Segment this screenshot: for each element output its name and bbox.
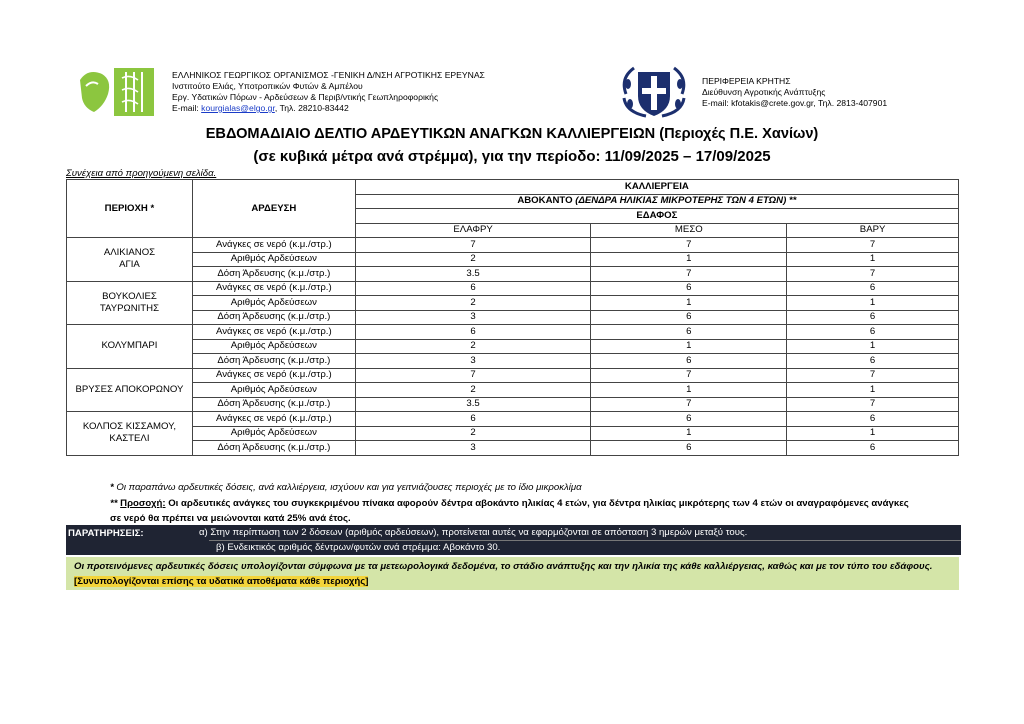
value-heavy-soil: 6 <box>787 441 959 456</box>
value-light-soil: 2 <box>355 252 591 267</box>
value-heavy-soil: 1 <box>787 383 959 398</box>
table-row <box>67 354 959 369</box>
value-medium-soil: 6 <box>591 325 787 340</box>
value-medium-soil: 1 <box>591 383 787 398</box>
table-row <box>67 281 959 296</box>
irrigation-metric-label: Αριθμός Αρδεύσεων <box>192 252 355 267</box>
greek-coat-of-arms-icon <box>616 64 692 120</box>
crop-name-cell <box>355 194 958 209</box>
region-name: ΚΟΛΠΟΣ ΚΙΣΣΑΜΟΥ, <box>82 421 176 433</box>
footnote-2-text: Οι αρδευτικές ανάγκες του συγκεκριμένου πίνακα αφορούν δέντρα αβοκάντο ηλικίας 4 ετών, για δέντρα ηλικίας μικρότερης των 4 ετών οι αναγραφόμενες ανάγκες σε νερό θα πρέπει να μειώνονται κατά 25% ανά έτος. <box>110 498 909 524</box>
footnote-1 <box>110 482 582 493</box>
value-light-soil: 6 <box>355 325 591 340</box>
observations-box <box>66 525 961 555</box>
crop-name: ΑΒΟΚΑΝΤΟ <box>517 195 573 207</box>
footnote-1-mark: * <box>110 482 114 493</box>
value-medium-soil: 1 <box>591 339 787 354</box>
observation-a: α) Στην περίπτωση των 2 δόσεων (αριθμός αρδεύσεων), προτείνεται αυτές να εφαρμόζονται σε απόσταση 3 ημερών μεταξύ τους. <box>199 527 748 538</box>
value-heavy-soil: 6 <box>787 310 959 325</box>
observations-divider <box>209 540 961 541</box>
value-medium-soil: 6 <box>591 310 787 325</box>
region-name: ΑΛΙΚΙΑΝΟΣ <box>103 247 156 259</box>
value-light-soil: 7 <box>355 368 591 383</box>
footnote-1-text: Οι παραπάνω αρδευτικές δόσεις, ανά καλλιέργεια, ισχύουν και για γειτνιάζουσες περιοχές με το ίδιο μικροκλίμα <box>113 482 582 493</box>
email-link[interactable]: kourgialas@elgo.gr <box>201 103 275 113</box>
value-medium-soil: 1 <box>591 296 787 311</box>
irrigation-metric-label: Ανάγκες σε νερό (κ.μ./στρ.) <box>192 325 355 340</box>
header-right-line: E-mail: kfotakis@crete.gov.gr, Τηλ. 2813-407901 <box>702 98 888 108</box>
region-name: ΚΟΛΥΜΠΑΡΙ <box>101 340 158 352</box>
document-subtitle: (σε κυβικά μέτρα ανά στρέμμα), για την περίοδο: 11/09/2025 – 17/09/2025 <box>253 148 771 165</box>
value-light-soil: 2 <box>355 339 591 354</box>
column-header-crop: ΚΑΛΛΙΕΡΓΕΙΑ <box>355 180 958 195</box>
irrigation-metric-label: Ανάγκες σε νερό (κ.μ./στρ.) <box>192 238 355 253</box>
value-medium-soil: 6 <box>591 412 787 427</box>
value-heavy-soil: 1 <box>787 339 959 354</box>
column-header-soil: ΕΔΑΦΟΣ <box>355 209 958 224</box>
table-row <box>67 310 959 325</box>
value-light-soil: 2 <box>355 296 591 311</box>
irrigation-metric-label: Αριθμός Αρδεύσεων <box>192 296 355 311</box>
value-heavy-soil: 6 <box>787 412 959 427</box>
irrigation-metric-label: Ανάγκες σε νερό (κ.μ./στρ.) <box>192 368 355 383</box>
irrigation-metric-label: Δόση Άρδευσης (κ.μ./στρ.) <box>192 441 355 456</box>
irrigation-table <box>66 179 959 456</box>
value-light-soil: 3.5 <box>355 267 591 282</box>
document-title: ΕΒΔΟΜΑΔΙΑΙΟ ΔΕΛΤΙΟ ΑΡΔΕΥΤΙΚΩΝ ΑΝΑΓΚΩΝ ΚΑΛΛΙΕΡΓΕΙΩΝ (Περιοχές Π.Ε. Χανίων) <box>205 126 819 142</box>
region-name-line2: ΑΓΙΑ <box>119 259 140 271</box>
table-row <box>67 441 959 456</box>
irrigation-metric-label: Δόση Άρδευσης (κ.μ./στρ.) <box>192 267 355 282</box>
table-row <box>67 412 959 427</box>
value-light-soil: 3 <box>355 441 591 456</box>
irrigation-metric-label: Δόση Άρδευσης (κ.μ./στρ.) <box>192 397 355 412</box>
irrigation-metric-label: Ανάγκες σε νερό (κ.μ./στρ.) <box>192 281 355 296</box>
table-row <box>67 296 959 311</box>
value-medium-soil: 7 <box>591 267 787 282</box>
value-heavy-soil: 6 <box>787 325 959 340</box>
note-highlight: [Συνυπολογίζονται επίσης τα υδατικά αποθέματα κάθε περιοχής] <box>74 576 369 587</box>
footnote-2 <box>110 496 910 526</box>
header-right-info <box>702 76 887 109</box>
value-medium-soil: 1 <box>591 252 787 267</box>
value-light-soil: 6 <box>355 412 591 427</box>
value-heavy-soil: 7 <box>787 238 959 253</box>
irrigation-metric-label: Δόση Άρδευσης (κ.μ./στρ.) <box>192 310 355 325</box>
table-row <box>67 339 959 354</box>
table-row <box>67 252 959 267</box>
phone-text: , Τηλ. 28210-83442 <box>274 103 349 113</box>
value-light-soil: 3.5 <box>355 397 591 412</box>
value-medium-soil: 7 <box>591 238 787 253</box>
header-left-info <box>172 70 485 114</box>
table-row <box>67 426 959 441</box>
value-heavy-soil: 1 <box>787 296 959 311</box>
value-heavy-soil: 7 <box>787 368 959 383</box>
column-header-soil-medium: ΜΕΣΟ <box>591 223 787 238</box>
value-heavy-soil: 7 <box>787 397 959 412</box>
value-heavy-soil: 6 <box>787 281 959 296</box>
region-name-line2: ΤΑΥΡΩΝΙΤΗΣ <box>99 302 160 314</box>
region-name-cell <box>67 238 193 282</box>
header-left-line: Εργ. Υδατικών Πόρων - Αρδεύσεων & Περιβ/ντικής Γεωπληροφορικής <box>172 92 439 102</box>
header-left-contact <box>172 103 485 114</box>
value-light-soil: 3 <box>355 310 591 325</box>
region-name-line2: ΚΑΣΤΕΛΙ <box>109 433 150 445</box>
region-name-cell <box>67 368 193 412</box>
note-text: Οι προτεινόμενες αρδευτικές δόσεις υπολογίζονται σύμφωνα με τα μετεωρολογικά δεδομένα, το στάδιο ανάπτυξης και την ηλικία της κάθε καλλιέργειας, καθώς και με τον τύπο του εδάφους. <box>74 561 933 572</box>
irrigation-metric-label: Δόση Άρδευσης (κ.μ./στρ.) <box>192 354 355 369</box>
value-heavy-soil: 6 <box>787 354 959 369</box>
value-medium-soil: 7 <box>591 368 787 383</box>
region-name: ΒΟΥΚΟΛΙΕΣ <box>102 290 157 302</box>
column-header-soil-heavy: ΒΑΡΥ <box>787 223 959 238</box>
value-light-soil: 2 <box>355 426 591 441</box>
table-row <box>67 368 959 383</box>
value-medium-soil: 6 <box>591 441 787 456</box>
value-light-soil: 7 <box>355 238 591 253</box>
header-left-line: Ινστιτούτο Ελιάς, Υποτροπικών Φυτών & Αμπέλου <box>172 81 363 91</box>
region-name-cell <box>67 325 193 369</box>
value-light-soil: 6 <box>355 281 591 296</box>
calculation-note <box>66 557 959 590</box>
irrigation-metric-label: Ανάγκες σε νερό (κ.μ./στρ.) <box>192 412 355 427</box>
crop-note: (ΔΕΝΔΡΑ ΗΛΙΚΙΑΣ ΜΙΚΡΟΤΕΡΗΣ ΤΩΝ 4 ΕΤΩΝ) ** <box>575 195 797 207</box>
header-right-line: ΠΕΡΙΦΕΡΕΙΑ ΚΡΗΤΗΣ <box>702 76 791 86</box>
region-name-cell <box>67 412 193 456</box>
observation-b: β) Ενδεικτικός αριθμός δέντρων/φυτών ανά στρέμμα: Αβοκάντο 30. <box>216 542 501 553</box>
continued-note: Συνέχεια από προηγούμενη σελίδα. <box>66 168 217 179</box>
header-right-line: Διεύθυνση Αγροτικής Ανάπτυξης <box>702 87 826 97</box>
column-header-region: ΠΕΡΙΟΧΗ * <box>67 180 193 238</box>
email-label: E-mail: <box>172 103 199 113</box>
table-row <box>67 383 959 398</box>
table-row <box>67 325 959 340</box>
irrigation-metric-label: Αριθμός Αρδεύσεων <box>192 426 355 441</box>
column-header-soil-light: ΕΛΑΦΡΥ <box>355 223 591 238</box>
footnote-2-mark: ** <box>110 498 118 509</box>
irrigation-metric-label: Αριθμός Αρδεύσεων <box>192 339 355 354</box>
table-row <box>67 267 959 282</box>
value-medium-soil: 6 <box>591 281 787 296</box>
value-medium-soil: 1 <box>591 426 787 441</box>
value-medium-soil: 7 <box>591 397 787 412</box>
value-heavy-soil: 7 <box>787 267 959 282</box>
region-name: ΒΡΥΣΕΣ ΑΠΟΚΟΡΩΝΟΥ <box>75 383 184 395</box>
value-light-soil: 2 <box>355 383 591 398</box>
table-row <box>67 238 959 253</box>
observations-label: ΠΑΡΑΤΗΡΗΣΕΙΣ: <box>68 528 144 539</box>
elgo-logo-icon <box>74 66 158 118</box>
region-name-cell <box>67 281 193 325</box>
value-heavy-soil: 1 <box>787 252 959 267</box>
value-medium-soil: 6 <box>591 354 787 369</box>
table-row <box>67 397 959 412</box>
irrigation-metric-label: Αριθμός Αρδεύσεων <box>192 383 355 398</box>
column-header-irrigation: ΑΡΔΕΥΣΗ <box>192 180 355 238</box>
header-left-line: ΕΛΛΗΝΙΚΟΣ ΓΕΩΡΓΙΚΟΣ ΟΡΓΑΝΙΣΜΟΣ -ΓΕΝΙΚΗ Δ/ΝΣΗ ΑΓΡΟΤΙΚΗΣ ΕΡΕΥΝΑΣ <box>172 70 485 80</box>
footnote-2-label: Προσοχή: <box>120 498 166 509</box>
value-heavy-soil: 1 <box>787 426 959 441</box>
value-light-soil: 3 <box>355 354 591 369</box>
